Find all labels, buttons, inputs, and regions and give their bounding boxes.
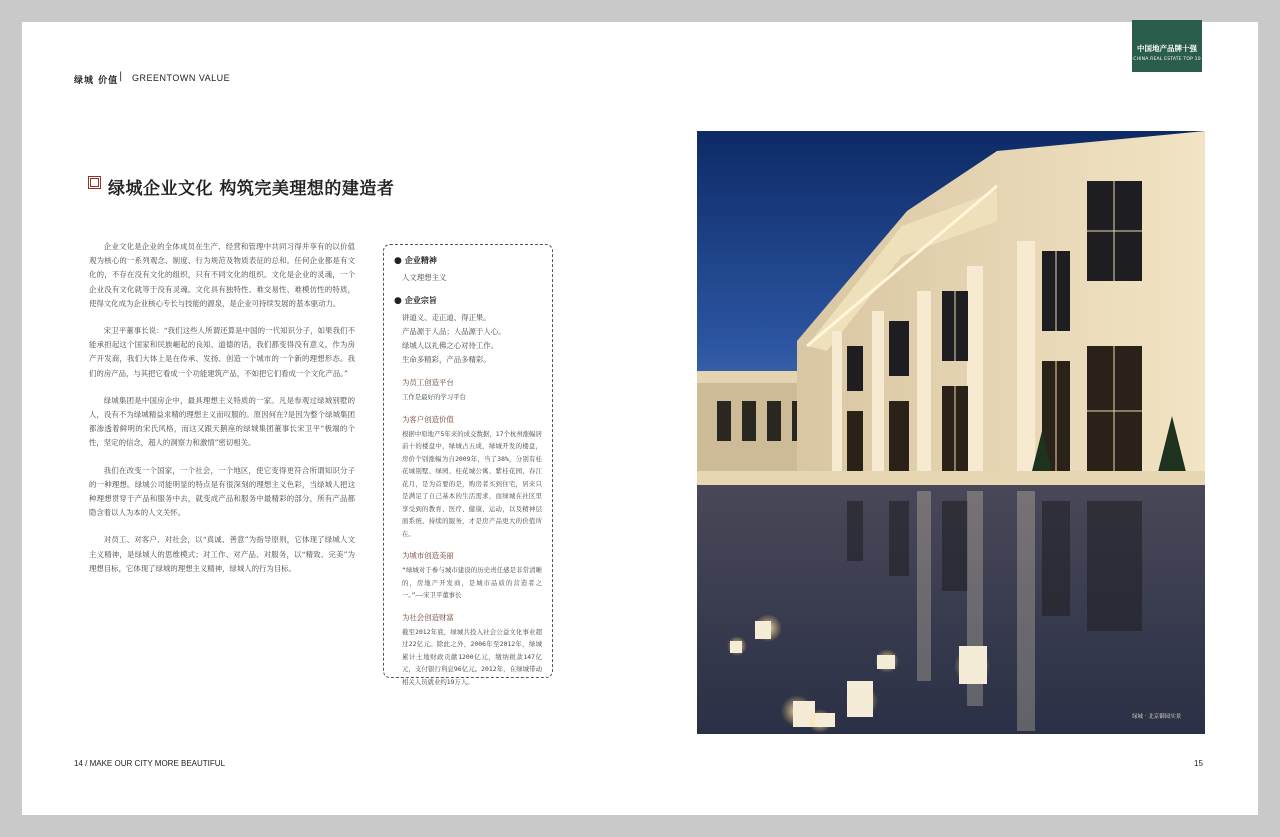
bullet-icon: ● [394,295,402,306]
sidebar-section-title: 为员工创造平台 [402,378,454,387]
badge-en: CHINA REAL ESTATE TOP 10 [1133,57,1201,62]
sidebar-section-title: 为社会创造财富 [402,612,454,622]
footer-left: 14 / MAKE OUR CITY MORE BEAUTIFUL [74,759,226,768]
sidebar-section-text: 工作是最好的学习平台 [402,393,466,401]
brand-badge [1132,20,1202,72]
sidebar-section-title: 为城市创造美丽 [402,551,454,560]
photo-caption: 绿城 · 北京御园实景 [1132,714,1182,720]
spirit-item: 人文理想主义 [402,273,447,282]
sidebar-section-text: 截至2012年底，绿城共投入社会公益文化事业超过22亿元。除此之外，2006年至2012年，绿城累计土地财政贡献1200亿元，缴纳税款147亿元，支付银行利息96亿元。2012年，在绿城带动相关人员就业约19万人。 [402,627,542,686]
seal-icon [88,176,101,189]
mansion-photo [697,131,1205,734]
sidebar-section-title: 为客户创造价值 [402,414,454,424]
left-page-number: 14 [74,759,83,768]
page-title: 绿城企业文化 构筑完美理想的建造者 [108,179,395,199]
header-separator: | [119,71,123,82]
purpose-item: 产品源于人品；人品源于人心。 [402,327,506,336]
body-paragraph: 对员工、对客户、对社会，以“真诚、善意”为指导原则，它体现了绿城人文主义精神，是绿城人的思维模式；对工作、对产品、对服务，以“精致、完美”为理想目标，它体现了绿城的理想主义精神，绿城人的行为目标。 [89,535,355,573]
footer-slogan: MAKE OUR CITY MORE BEAUTIFUL [89,759,226,768]
spirit-label: 企业精神 [404,256,437,265]
purpose-heading [394,295,542,306]
body-paragraph: 我们在改变一个国家，一个社会，一个地区，使它变得更符合所谓知识分子的一种理想。绿城公司能明显的特点是有很深刻的理想主义色彩，当绿城人把这种理想贯穿于产品和服务中去，就变成产品和服务中最精彩的部分，所有产品都隐含着以人为本的人文关怀。 [89,465,355,518]
sidebar-section-text: “绿城对于参与城市建设的历史责任感是非常清晰的，房地产开发商，是城市品质的营造者之一。”——宋卫平董事长 [402,566,542,599]
header-section-cn: 绿城 价值 [74,76,119,86]
body-paragraph: 绿城集团是中国房企中，最具理想主义特质的一家。凡是参观过绿城别墅的人，没有不为绿城精益求精的理想主义而叹服的。原因何在?是因为整个绿城集团都渗透着鲜明的宋氏风格，而这又跟天鹅座的绿城集团董事长宋卫平“极端的个性，坚定的信念，超人的洞察力和激情”密切相关。 [89,395,355,448]
badge-cn: 中国地产品牌十强 [1137,44,1197,53]
bullet-icon: ● [394,255,402,266]
sidebar-section-text: 根据中原地产5年来的成交数据，17个杭州涨幅居前十的楼盘中，绿城占五成，绿城开发的楼盘，房价个别涨幅为自2009年，当了38%，分别有桂花城别墅、绿园、桂花城公寓、紫桂花园、春江花月，是为首要的是，购房者买到住宅，居来只是满足了自己基本的生活需求，而绿城在社区里享受到的教育、医疗、健康、运动，以及精神层面系统、持续的服务，才是房产品更大的价值所在。 [402,429,542,538]
purpose-item: 讲道义、走正道、得正果。 [402,313,491,322]
spirit-heading [394,255,542,266]
magazine-spread [22,22,1258,815]
purpose-label: 企业宗旨 [404,296,437,305]
purpose-item: 生命多精彩，产品多精彩。 [402,355,491,364]
right-page-number: 15 [1194,759,1203,768]
header-section-en: GREENTOWN VALUE [132,73,231,83]
body-paragraph: 宋卫平董事长说：“我们这些人所谓还算是中国的一代知识分子，如果我们不能承担起这个国家和民族崛起的良知、道德的话，我们都变得没有意义。作为房产开发商，我们大体上是在传承、发扬、创造一个城市的一个新的理想形态。我们的房产品，与其把它看成一个功能建筑产品，不如把它们看成一个文化产品。” [89,326,355,378]
body-text [89,240,355,589]
purpose-item: 绿城人以礼佛之心对待工作。 [402,341,499,350]
culture-sidebar [383,244,553,686]
body-paragraph: 企业文化是企业的全体成员在生产、经营和管理中共同习得并享有的以价值观为核心的一系列观念、制度、行为规范及物质表征的总和。任何企业都是有文化的，不存在没有文化的组织，只有不同文化的组织。文化是企业的灵魂，一个企业没有文化就等于没有灵魂。文化具有独特性、难交易性、难模仿性的特质，使得文化成为企业核心专长与技能的源泉，是企业可持续发展的基本驱动力。 [89,242,355,308]
